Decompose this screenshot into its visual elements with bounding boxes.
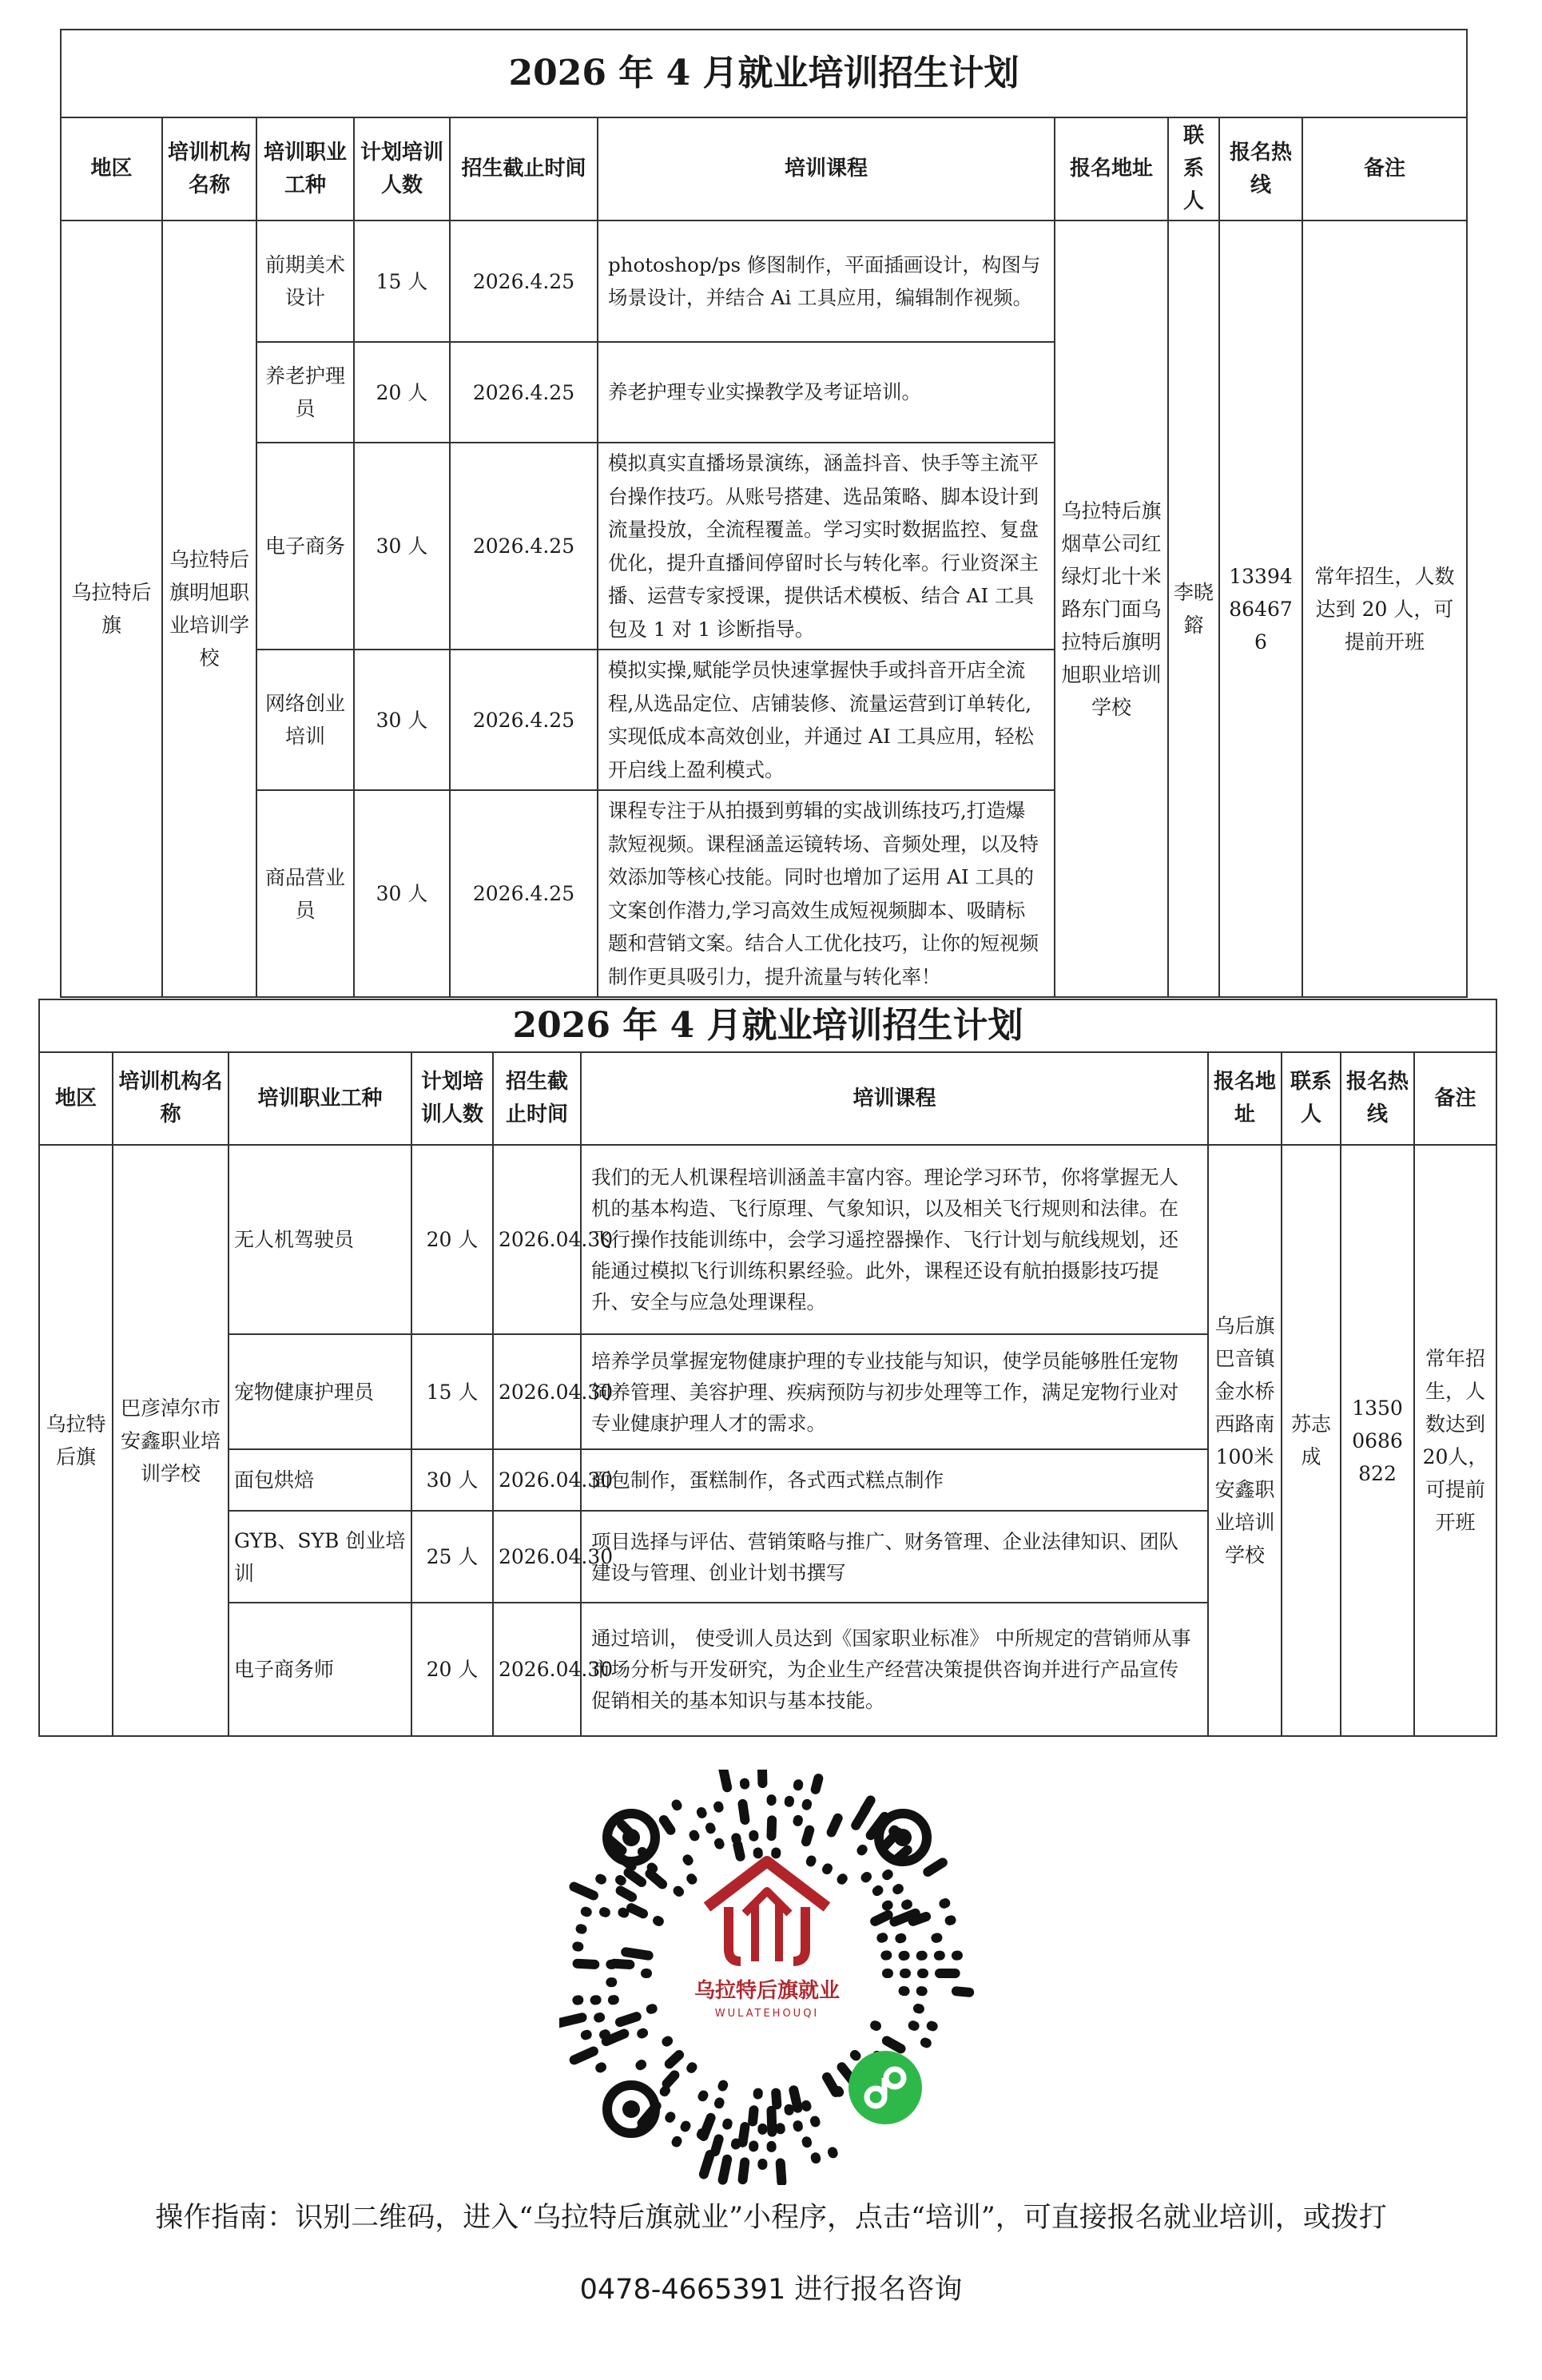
header-deadline: 招生截止时间: [493, 1052, 581, 1145]
qr-dot: [710, 1827, 711, 1829]
brand-name-text: 乌拉特后旗就业: [694, 1979, 841, 2003]
job-cell: 网络创业培训: [256, 650, 354, 790]
count-cell: 20 人: [411, 1145, 493, 1334]
qr-dot: [944, 1903, 945, 1904]
job-cell: GYB、SYB 创业培训: [229, 1511, 411, 1603]
qr-dot: [691, 1878, 692, 1880]
header-count: 计划培训人数: [354, 117, 450, 221]
qr-dot: [651, 2008, 653, 2009]
qr-dot: [925, 2042, 927, 2043]
qr-dot: [806, 2105, 807, 2107]
qr-dot: [893, 1830, 894, 1831]
course-cell: 通过培训， 使受训人员达到《国家职业标准》 中所规定的营销师从事市场分析与开发研究，为企业生产经营决策提供咨询并进行产品宣传促销相关的基本知识与基本技能。: [581, 1603, 1208, 1736]
qr-dot: [621, 1890, 632, 1897]
qr-dot: [631, 1908, 643, 1913]
job-cell: 前期美术设计: [256, 221, 354, 342]
qr-dot: [578, 1964, 595, 1965]
enrollment-table-2: [38, 999, 1497, 1737]
qr-dot: [586, 1912, 587, 1913]
qr-dot: [559, 2017, 582, 2023]
table-row: [61, 221, 1467, 342]
qr-dot: [598, 2017, 600, 2018]
qr-dot: [620, 2016, 637, 2022]
job-cell: 养老护理员: [256, 342, 354, 443]
course-cell: 我们的无人机课程培训涵盖丰富内容。理论学习环节，你将掌握无人机的基本构造、飞行原理、气象知识，以及相关飞行规则和法律。在飞行操作技能训练中，会学习遥控器操作、飞行计划与航线规划，还能通过模拟飞行训练积累经验。此外，课程还设有航拍摄影技巧提升、安全与应急处理课程。: [581, 1145, 1208, 1334]
qr-dot: [574, 2051, 594, 2060]
qr-dot: [723, 2159, 728, 2180]
deadline-cell: 2026.4.25: [450, 443, 598, 650]
hotline-cell: 13394864676: [1219, 221, 1302, 997]
header-note: 备注: [1414, 1052, 1496, 1145]
org-cell: 乌拉特后旗明旭职业培训学校: [162, 221, 256, 997]
count-cell: 30 人: [411, 1449, 493, 1511]
qr-dot: [722, 2085, 723, 2087]
qr-dot: [881, 1937, 883, 1938]
header-region: 地区: [61, 117, 162, 221]
qr-dot: [887, 1874, 888, 1875]
qr-dot: [574, 1887, 593, 1896]
qr-dot: [640, 2064, 642, 2065]
course-cell: 面包制作，蛋糕制作，各式西式糕点制作: [581, 1449, 1208, 1511]
qr-dot: [832, 1818, 838, 1833]
qr-dot: [677, 1805, 678, 1806]
qr-dot: [913, 2025, 915, 2026]
header-job: 培训职业工种: [256, 117, 354, 221]
header-count: 计划培训人数: [411, 1052, 493, 1145]
qr-dot: [704, 2155, 710, 2174]
count-cell: 30 人: [354, 790, 450, 997]
qr-dot: [701, 1812, 702, 1814]
qr-dot: [727, 2124, 728, 2125]
header-note: 备注: [1302, 117, 1467, 221]
count-cell: 15 人: [411, 1334, 493, 1449]
qr-dot: [743, 2127, 745, 2143]
header-address: 报名地址: [1055, 117, 1168, 221]
qr-dot: [811, 1861, 812, 1862]
qr-dot: [932, 2026, 933, 2027]
qr-dot: [806, 1830, 809, 1842]
consult-line: [0, 2267, 1542, 2307]
qr-dot: [816, 2157, 817, 2159]
qr-dot: [604, 2034, 606, 2035]
job-cell: 宠物健康护理员: [229, 1334, 411, 1449]
qr-dot: [719, 1843, 720, 1845]
note-cell: 常年招生，人数达到 20 人，可提前开班: [1302, 221, 1467, 997]
header-course: 培训课程: [581, 1052, 1208, 1145]
org-cell: 巴彦淖尔市安鑫职业培训学校: [113, 1145, 229, 1736]
qr-dot: [715, 2139, 719, 2152]
qr-dot: [626, 1952, 648, 1955]
qr-dot: [877, 1890, 879, 1891]
header-org: 培训机构名称: [162, 117, 256, 221]
header-contact: 联系人: [1282, 1052, 1341, 1145]
deadline-cell: 2026.4.25: [450, 650, 598, 790]
qr-dot: [666, 2040, 668, 2041]
qr-dot: [719, 2102, 720, 2104]
mini-program-code[interactable]: [559, 1770, 975, 2185]
qr-dot: [875, 1915, 888, 1921]
qr-dot: [887, 2040, 901, 2048]
count-cell: 20 人: [411, 1603, 493, 1736]
qr-dot: [629, 1873, 642, 1882]
qr-dot: [600, 2067, 602, 2068]
qr-dot: [864, 1800, 870, 1810]
qr-dot: [887, 1905, 888, 1906]
qr-dot: [928, 1862, 943, 1872]
qr-dot: [827, 1868, 828, 1869]
contact-cell: 李晓鎔: [1168, 221, 1219, 997]
header-course: 培训课程: [598, 117, 1055, 221]
qr-dot: [665, 2091, 666, 2092]
address-cell: 乌拉特后旗烟草公司红绿灯北十米路东门面乌拉特后旗明旭职业培训学校: [1055, 221, 1168, 997]
qr-dot: [667, 2075, 675, 2084]
address-cell: 乌后旗巴音镇金水桥西路南100米安鑫职业培训学校: [1208, 1145, 1282, 1736]
qr-finder-dot: [622, 1829, 640, 1846]
course-cell: 课程专注于从拍摄到剪辑的实战训练技巧,打造爆款短视频。课程涵盖运镜转场、音频处理，以及特效添加等核心技能。同时也增加了运用 AI 工具的文案创作潜力,学习高效生成短视频脚本、吸睛标题和营销文案。结合人工优化技巧，让你的短视频制作更具吸引力，提升流量与转化率！: [598, 790, 1055, 997]
qr-dot: [694, 1835, 695, 1837]
qr-dot: [861, 1850, 862, 1851]
qr-dot: [950, 1920, 952, 1921]
count-cell: 30 人: [354, 650, 450, 790]
qr-dot: [913, 1917, 926, 1921]
table-title: 2026 年 4 月就业培训招生计划: [39, 999, 1496, 1052]
job-cell: 电子商务师: [229, 1603, 411, 1736]
consult-suffix: 进行报名咨询: [785, 2274, 963, 2306]
qr-dot: [664, 1820, 671, 1830]
qr-dot: [678, 1891, 679, 1892]
header-region: 地区: [39, 1052, 113, 1145]
qr-dot: [703, 2095, 704, 2096]
qr-dot: [691, 2067, 692, 2068]
job-cell: 无人机驾驶员: [229, 1145, 411, 1334]
course-cell: 培养学员掌握宠物健康护理的专业技能与知识，使学员能够胜任宠物饲养管理、美容护理、疾病预防与初步处理等工作，满足宠物行业对专业健康护理人才的需求。: [581, 1334, 1208, 1449]
header-contact: 联系人: [1168, 117, 1219, 221]
qr-dot: [772, 1820, 773, 1836]
qr-dot: [701, 2133, 702, 2135]
qr-dot: [816, 1778, 819, 1790]
course-cell: 模拟实操,赋能学员快速掌握快手或抖音开店全流程,从选品定位、店铺装修、流量运营到订单转化,实现低成本高效创业，并通过 AI 工具应用，轻松开启线上盈利模式。: [598, 650, 1055, 790]
qr-finder-dot: [894, 1829, 912, 1846]
deadline-cell: 2026.04.30: [493, 1334, 581, 1449]
deadline-cell: 2026.4.25: [450, 790, 598, 997]
qr-dot: [776, 2093, 777, 2105]
qr-dot: [586, 2035, 587, 2036]
brand-pinyin-text: WULATEHOUQI: [714, 2008, 820, 2020]
course-cell: 模拟真实直播场景演练，涵盖抖音、快手等主流平台操作技巧。从账号搭建、选品策略、脚本设计到流量投放，全流程覆盖。学习实时数据监控、复盘优化，提升直播间停留时长与转化率。行业资深主播、运营专家授课，提供话术模板、结合 AI 工具包及 1 对 1 诊断指导。: [598, 443, 1055, 650]
note-cell: 常年招生，人数达到20人，可提前开班: [1414, 1145, 1496, 1736]
qr-dot: [687, 1859, 688, 1861]
qr-dot: [855, 2055, 856, 2056]
count-cell: 25 人: [411, 1511, 493, 1603]
deadline-cell: 2026.4.25: [450, 221, 598, 342]
table-row: [39, 1145, 1496, 1334]
qr-dot: [875, 2025, 876, 2026]
header-job: 培训职业工种: [229, 1052, 411, 1145]
deadline-cell: 2026.04.30: [493, 1145, 581, 1334]
qr-dot: [900, 1938, 901, 1939]
qr-dot: [600, 1879, 602, 1880]
qr-code-graphic: [559, 1770, 975, 2185]
qr-dot: [642, 2033, 643, 2034]
qr-dot: [781, 2163, 782, 2182]
enrollment-table-1: [60, 29, 1468, 998]
header-address: 报名地址: [1208, 1052, 1282, 1145]
qr-dot: [838, 2091, 839, 2092]
course-cell: 养老护理专业实操教学及考证培训。: [598, 342, 1055, 443]
operation-guide: 操作指南：识别二维码，进入“乌拉特后旗就业”小程序，点击“培训”，可直接报名就业培训，或拨打: [155, 2202, 1387, 2234]
course-cell: photoshop/ps 修图制作，平面插画设计，构图与场景设计，并结合 Ai 工具应用，编辑制作视频。: [598, 221, 1055, 342]
table-title: 2026 年 4 月就业培训招生计划: [61, 30, 1467, 117]
consult-phone[interactable]: 0478-4665391: [579, 2274, 786, 2306]
region-cell: 乌拉特后旗: [39, 1145, 113, 1736]
qr-dot: [743, 1804, 745, 1820]
deadline-cell: 2026.04.30: [493, 1449, 581, 1511]
region-cell: 乌拉特后旗: [61, 221, 162, 997]
wechat-mini-program-icon: [848, 2051, 922, 2124]
header-hotline: 报名热线: [1341, 1052, 1414, 1145]
qr-dot: [737, 1845, 740, 1856]
qr-dot: [718, 1806, 719, 1808]
count-cell: 15 人: [354, 221, 450, 342]
job-cell: 面包烘焙: [229, 1449, 411, 1511]
header-hotline: 报名热线: [1219, 117, 1302, 221]
qr-finder-dot: [622, 2100, 640, 2118]
qr-dot: [604, 1912, 606, 1913]
hotline-cell: 13500686822: [1341, 1145, 1414, 1736]
job-cell: 电子商务: [256, 443, 354, 650]
qr-dot: [815, 2121, 816, 2123]
qr-dot: [670, 2055, 679, 2064]
count-cell: 20 人: [354, 342, 450, 443]
qr-dot: [652, 1867, 653, 1868]
qr-dot: [956, 1991, 969, 1993]
qr-dot: [723, 1770, 727, 1787]
qr-dot: [620, 1880, 622, 1881]
qr-dot: [793, 2090, 797, 2108]
contact-cell: 苏志成: [1282, 1145, 1341, 1736]
count-cell: 30 人: [354, 443, 450, 650]
header-deadline: 招生截止时间: [450, 117, 598, 221]
qr-dot: [677, 2141, 678, 2143]
deadline-cell: 2026.04.30: [493, 1511, 581, 1603]
course-cell: 项目选择与评估、营销策略与推广、财务管理、企业法律知识、团队建设与管理、创业计划书撰写: [581, 1511, 1208, 1603]
header-org: 培训机构名称: [113, 1052, 229, 1145]
qr-dot: [772, 2111, 773, 2132]
qr-dot: [650, 1873, 662, 1884]
qr-dot: [842, 1878, 843, 1880]
job-cell: 商品营业员: [256, 790, 354, 997]
deadline-cell: 2026.04.30: [493, 1603, 581, 1736]
deadline-cell: 2026.4.25: [450, 342, 598, 443]
qr-dot: [743, 2162, 745, 2179]
